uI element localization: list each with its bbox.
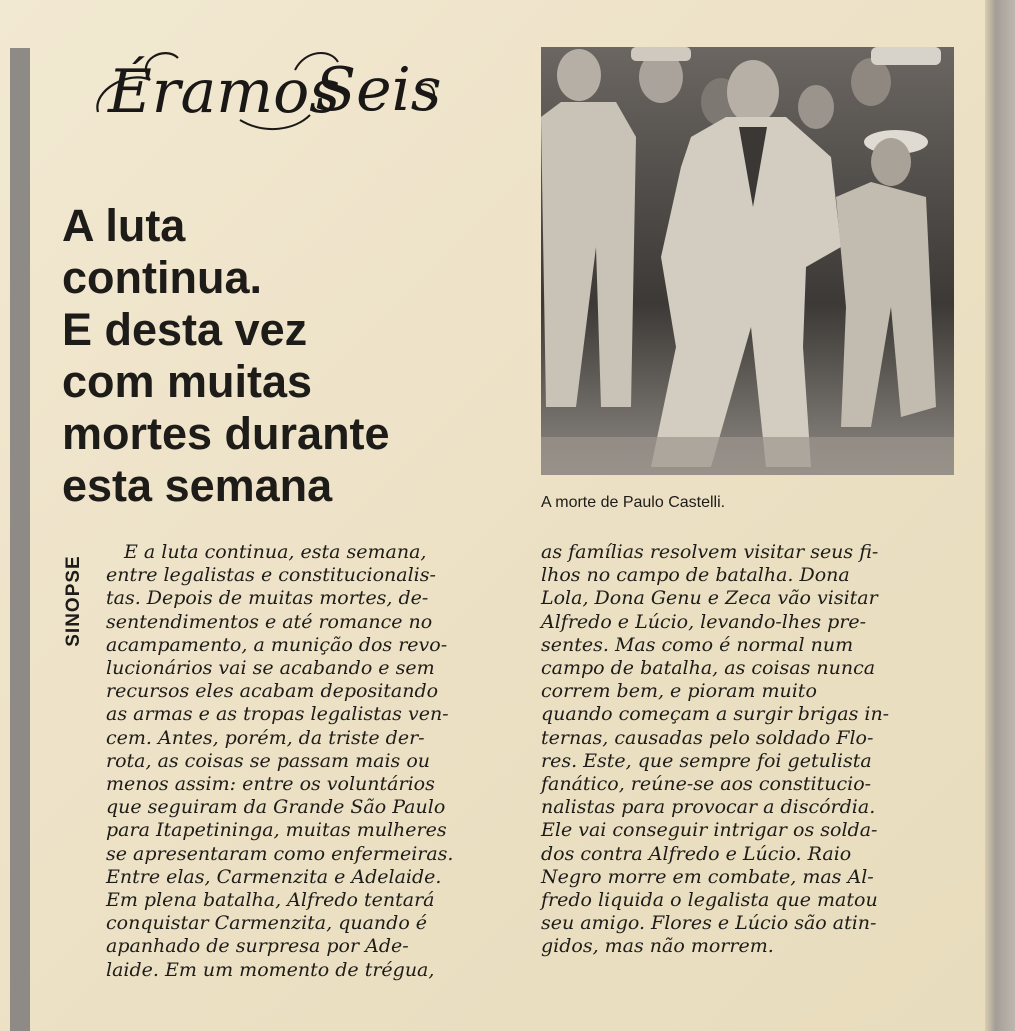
section-label: SINOPSE [63,555,84,647]
body-column-right [541,541,981,959]
body-line: sentes. Mas como é normal num [541,633,854,656]
logo-word-seis: Seis [315,55,442,125]
body-line: quando começam a surgir brigas in- [541,703,890,726]
headline-line: mortes durante [62,408,390,459]
headline-line: esta semana [62,460,333,511]
body-line: conquistar Carmenzita, quando é [106,912,428,935]
logo-word-eramos: Éramos [108,57,341,127]
program-logo [90,40,450,135]
body-line: para Itapetininga, muitas mulheres [106,819,447,842]
body-line: lucionários vai se acabando e sem [106,657,435,680]
body-line: acampamento, a munição dos revo- [106,633,448,656]
body-column-left [106,541,516,982]
body-line: se apresentaram como enfermeiras. [106,842,454,865]
body-line: dos contra Alfredo e Lúcio. Raio [541,842,852,865]
body-line: recursos eles acabam depositando [106,680,439,703]
body-line: menos assim: entre os voluntários [106,773,435,796]
body-line: correm bem, e pioram muito [541,680,817,703]
right-page-edge [985,0,1015,1031]
body-line: Entre elas, Carmenzita e Adelaide. [106,865,442,888]
body-line: cem. Antes, porém, da triste der- [106,726,425,749]
body-line: que seguiram da Grande São Paulo [106,796,446,819]
photo-scene [541,47,954,475]
body-line: E a luta continua, esta semana, [124,541,427,563]
body-line: nalistas para provocar a discórdia. [541,796,876,819]
body-line: as armas e as tropas legalistas ven- [106,703,449,726]
body-line: fredo liquida o legalista que matou [541,889,878,912]
body-line: Em plena batalha, Alfredo tentará [106,889,435,912]
body-line: fanático, reúne-se aos constitucio- [541,773,872,796]
headline-line: E desta vez [62,304,308,355]
body-line: Alfredo e Lúcio, levando-lhes pre- [541,610,867,633]
headline-line: continua. [62,252,262,303]
body-line: apanhado de surpresa por Ade- [106,935,409,958]
news-photo [541,47,954,475]
body-line: entre legalistas e constitucionalis- [106,564,436,587]
body-line: campo de batalha, as coisas nunca [541,657,876,680]
body-line: as famílias resolvem visitar seus fi- [541,541,879,563]
body-line: rota, as coisas se passam mais ou [106,749,431,772]
body-line: tas. Depois de muitas mortes, de- [106,587,429,610]
body-line: gidos, mas não morrem. [541,935,774,958]
body-line: ternas, causadas pelo soldado Flo- [541,726,874,749]
body-line: Lola, Dona Genu e Zeca vão visitar [541,587,878,610]
body-line: sentendimentos e até romance no [106,610,433,633]
photo-caption: A morte de Paulo Castelli. [541,494,726,511]
body-line: seu amigo. Flores e Lúcio são atin- [541,912,877,935]
headline-line: com muitas [62,356,313,407]
body-line: laide. Em um momento de trégua, [106,958,435,981]
section-label-box [60,540,86,665]
body-line: lhos no campo de batalha. Dona [541,564,850,587]
body-line: res. Este, que sempre foi getulista [541,749,872,772]
body-line: Negro morre em combate, mas Al- [541,865,874,888]
left-margin-bar [10,48,30,1031]
headline [62,200,532,512]
headline-line: A luta [62,200,186,251]
body-line: Ele vai conseguir intrigar os solda- [541,819,878,842]
